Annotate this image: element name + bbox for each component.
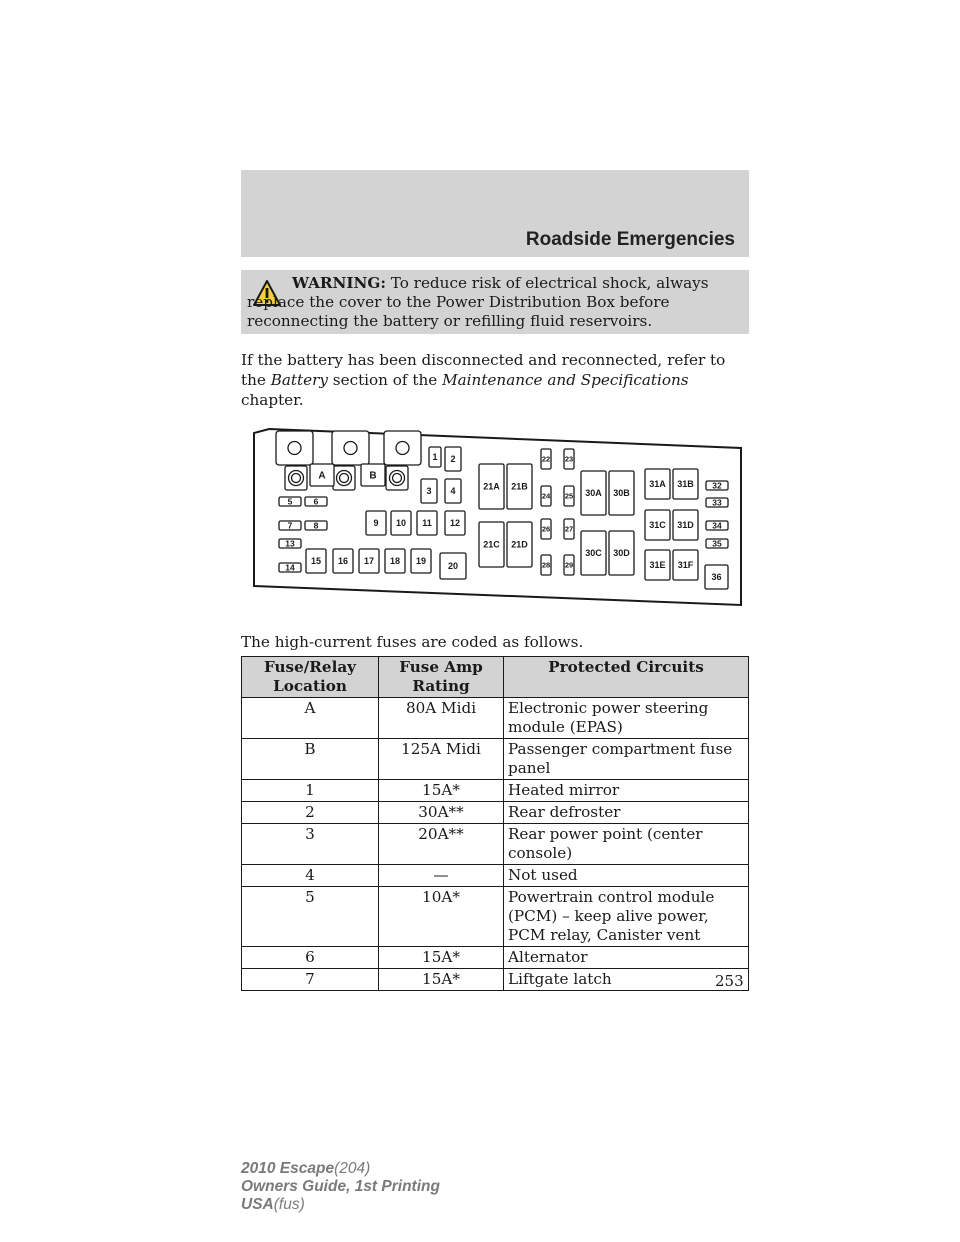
table-row bbox=[242, 739, 749, 780]
stud-bolt-core-icon bbox=[292, 474, 301, 483]
cell-location: B bbox=[242, 739, 379, 780]
fuse-label-31f: 31F bbox=[677, 560, 694, 571]
fuse-label-31b: 31B bbox=[677, 479, 694, 490]
table-row bbox=[242, 865, 749, 887]
footer bbox=[241, 1160, 440, 1214]
table-row bbox=[242, 887, 749, 947]
fuse-label-12: 12 bbox=[449, 518, 461, 529]
section-header bbox=[241, 170, 749, 257]
fuse-label-7: 7 bbox=[287, 520, 293, 531]
footer-line-1 bbox=[241, 1160, 440, 1178]
fuse-label-31c: 31C bbox=[649, 520, 666, 531]
footer-line-2: Owners Guide, 1st Printing bbox=[241, 1178, 440, 1195]
battery-section-ref: Battery bbox=[270, 371, 328, 389]
header-protected-circuits: Protected Circuits bbox=[504, 657, 749, 698]
fuse-label-3: 3 bbox=[426, 486, 432, 497]
fuse-label-30a: 30A bbox=[585, 488, 602, 499]
stud-bolt-core-icon bbox=[340, 474, 349, 483]
cell-amp-rating: 10A* bbox=[379, 887, 504, 947]
stud-bolt-core-icon bbox=[393, 474, 402, 483]
fuse-label-30d: 30D bbox=[613, 548, 630, 559]
fuse-label-21b: 21B bbox=[511, 481, 528, 492]
fuse-label-25: 25 bbox=[564, 491, 574, 501]
fuse-label-18: 18 bbox=[389, 556, 401, 567]
warning-text bbox=[247, 274, 743, 331]
header-location: Fuse/Relay Location bbox=[242, 657, 379, 698]
fuse-label-27: 27 bbox=[564, 524, 574, 534]
cell-amp-rating: 80A Midi bbox=[379, 698, 504, 739]
table-row bbox=[242, 802, 749, 824]
fuse-label-2: 2 bbox=[450, 454, 456, 465]
cell-amp-rating: 20A** bbox=[379, 824, 504, 865]
fuse-label-21d: 21D bbox=[511, 539, 528, 550]
relay-bolt-icon bbox=[396, 442, 409, 455]
cell-protected-circuits: Rear power point (center console) bbox=[504, 824, 749, 865]
header-amp-rating: Fuse Amp Rating bbox=[379, 657, 504, 698]
warning-box bbox=[241, 270, 749, 334]
fuse-label-31e: 31E bbox=[649, 560, 666, 571]
relay-bolt-icon bbox=[344, 442, 357, 455]
fuse-label-30b: 30B bbox=[613, 488, 630, 499]
fuse-label-24: 24 bbox=[541, 491, 551, 501]
fuse-label-1: 1 bbox=[432, 452, 438, 463]
fuse-label-29: 29 bbox=[564, 560, 574, 570]
section-title: Roadside Emergencies bbox=[525, 229, 735, 250]
fuse-label-16: 16 bbox=[337, 556, 349, 567]
cell-protected-circuits: Electronic power steering module (EPAS) bbox=[504, 698, 749, 739]
warning-label: WARNING: bbox=[292, 274, 386, 292]
warning-body: To reduce risk of electrical shock, always replace the cover to the Power Distribution Box before reconnecting the battery or refilling fluid reservoirs. bbox=[247, 274, 709, 330]
page-number: 253 bbox=[715, 972, 744, 990]
fuse-label-22: 22 bbox=[541, 454, 551, 464]
cell-location: 1 bbox=[242, 780, 379, 802]
fuse-label-21c: 21C bbox=[483, 539, 500, 550]
cell-amp-rating: 30A** bbox=[379, 802, 504, 824]
footer-market-code: (fus) bbox=[273, 1196, 305, 1213]
power-distribution-box-diagram bbox=[251, 411, 745, 609]
high-current-fuse-table bbox=[241, 656, 749, 991]
maintenance-chapter-ref: Maintenance and Specifications bbox=[442, 371, 689, 389]
fuse-label-31d: 31D bbox=[677, 520, 694, 531]
fuse-label-15: 15 bbox=[310, 556, 322, 567]
cell-amp-rating: 15A* bbox=[379, 780, 504, 802]
relay-bolt-icon bbox=[288, 442, 301, 455]
fuse-label-6: 6 bbox=[313, 496, 319, 507]
fuse-label-19: 19 bbox=[415, 556, 427, 567]
fuse-label-36: 36 bbox=[711, 572, 722, 583]
cell-amp-rating: — bbox=[379, 865, 504, 887]
cell-protected-circuits: Liftgate latch bbox=[504, 969, 749, 991]
footer-line-3 bbox=[241, 1196, 440, 1214]
fuse-label-20: 20 bbox=[447, 561, 459, 572]
cell-amp-rating: 125A Midi bbox=[379, 739, 504, 780]
intro-text-2: section of the bbox=[327, 371, 443, 389]
table-row bbox=[242, 780, 749, 802]
table-row bbox=[242, 969, 749, 991]
fuse-label-10: 10 bbox=[395, 518, 407, 529]
intro-text-3: chapter. bbox=[241, 391, 304, 409]
footer-model-code: (204) bbox=[334, 1160, 371, 1177]
fuse-label-b: B bbox=[369, 470, 377, 482]
intro-text-1: If the battery has been disconnected and reconnected, refer to the bbox=[241, 351, 726, 389]
fuse-label-11: 11 bbox=[422, 518, 432, 529]
fuse-label-34: 34 bbox=[712, 520, 722, 531]
fuse-label-28: 28 bbox=[541, 560, 551, 570]
cell-location: 7 bbox=[242, 969, 379, 991]
intro-paragraph bbox=[241, 350, 749, 410]
fuse-label-35: 35 bbox=[712, 538, 722, 549]
cell-location: A bbox=[242, 698, 379, 739]
footer-model: 2010 Escape bbox=[241, 1160, 335, 1177]
cell-location: 6 bbox=[242, 947, 379, 969]
cell-location: 2 bbox=[242, 802, 379, 824]
fuse-label-31a: 31A bbox=[649, 479, 666, 490]
cell-protected-circuits: Passenger compartment fuse panel bbox=[504, 739, 749, 780]
fuse-label-13: 13 bbox=[285, 538, 295, 549]
fuse-label-23: 23 bbox=[564, 454, 574, 464]
fuse-label-30c: 30C bbox=[585, 548, 602, 559]
cell-protected-circuits: Powertrain control module (PCM) – keep alive power, PCM relay, Canister vent bbox=[504, 887, 749, 947]
cell-protected-circuits: Rear defroster bbox=[504, 802, 749, 824]
fuse-label-26: 26 bbox=[541, 524, 551, 534]
cell-location: 4 bbox=[242, 865, 379, 887]
table-row bbox=[242, 947, 749, 969]
fuse-label-9: 9 bbox=[373, 518, 379, 529]
footer-market: USA bbox=[241, 1196, 274, 1213]
fuse-label-21a: 21A bbox=[483, 481, 500, 492]
fuse-label-33: 33 bbox=[712, 497, 722, 508]
cell-amp-rating: 15A* bbox=[379, 969, 504, 991]
fuse-label-8: 8 bbox=[313, 520, 319, 531]
fuse-label-17: 17 bbox=[363, 556, 375, 567]
cell-protected-circuits: Not used bbox=[504, 865, 749, 887]
cell-location: 3 bbox=[242, 824, 379, 865]
table-row bbox=[242, 698, 749, 739]
table-row bbox=[242, 824, 749, 865]
fuse-label-4: 4 bbox=[450, 486, 456, 497]
fuse-label-a: A bbox=[318, 470, 326, 482]
cell-amp-rating: 15A* bbox=[379, 947, 504, 969]
table-header-row bbox=[242, 657, 749, 698]
cell-protected-circuits: Alternator bbox=[504, 947, 749, 969]
fuse-label-14: 14 bbox=[285, 562, 295, 573]
fuse-label-32: 32 bbox=[712, 480, 722, 491]
coded-text: The high-current fuses are coded as follows. bbox=[241, 633, 584, 651]
cell-protected-circuits: Heated mirror bbox=[504, 780, 749, 802]
fuse-label-5: 5 bbox=[287, 496, 293, 507]
cell-location: 5 bbox=[242, 887, 379, 947]
